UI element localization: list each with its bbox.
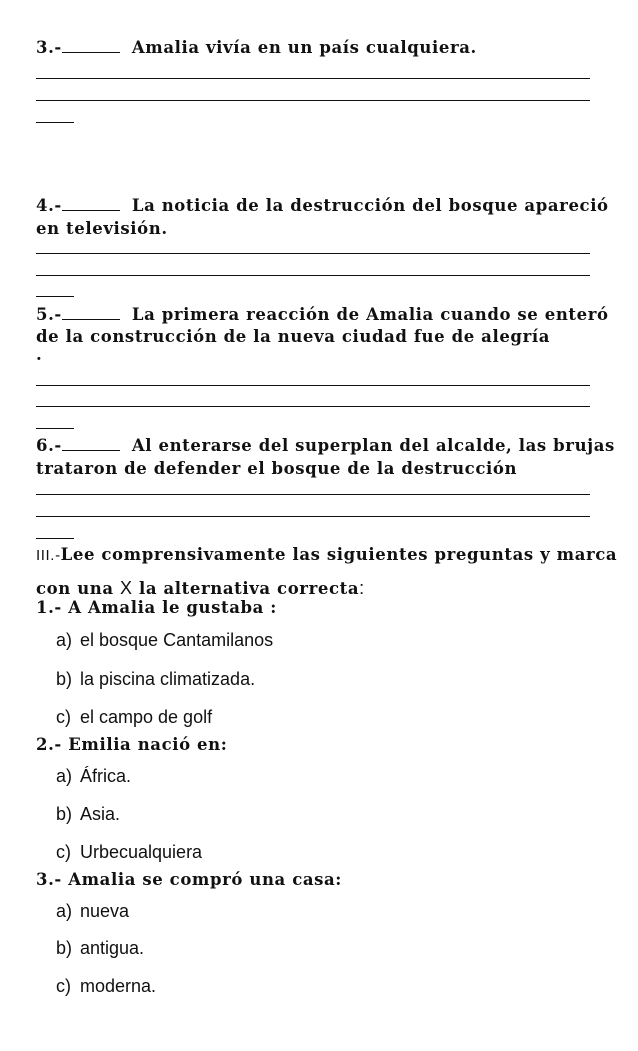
option-3c[interactable]: c) moderna. (56, 976, 157, 996)
writing-line-stub[interactable] (36, 428, 74, 429)
writing-line[interactable] (36, 100, 590, 101)
section-iii-instructions (36, 545, 617, 564)
statement-number: 6.- (36, 436, 62, 455)
statement-3 (36, 38, 477, 57)
instructions-line2: con una X la alternativa correcta: (36, 578, 365, 598)
writing-line[interactable] (36, 78, 590, 79)
question-2-title: 2.- Emilia nació en: (36, 735, 228, 754)
option-3b[interactable]: b) antigua. (56, 938, 145, 958)
question-3-title: 3.- Amalia se compró una casa: (36, 870, 343, 889)
writing-line[interactable] (36, 275, 590, 276)
option-2a[interactable]: a) África. (56, 766, 132, 786)
writing-line-stub[interactable] (36, 538, 74, 539)
answer-blank-6[interactable] (62, 436, 120, 451)
writing-line-stub[interactable] (36, 296, 74, 297)
answer-blank-3[interactable] (62, 38, 120, 53)
answer-blank-5[interactable] (62, 305, 120, 320)
option-1b[interactable]: b) la piscina climatizada. (56, 669, 256, 689)
statement-6 (36, 436, 615, 455)
statement-text: Amalia vivía en un país cualquiera. (131, 38, 477, 57)
writing-line-stub[interactable] (36, 122, 74, 123)
statement-text: Al enterarse del superplan del alcalde, las brujas (131, 436, 615, 455)
option-1c[interactable]: c) el campo de golf (56, 707, 213, 727)
statement-5 (36, 305, 609, 324)
roman-numeral: III.- (36, 547, 61, 564)
writing-line[interactable] (36, 516, 590, 517)
option-1a[interactable]: a) el bosque Cantamilanos (56, 630, 274, 650)
instructions-line1: Lee comprensivamente las siguientes preguntas y marca (60, 545, 618, 564)
writing-line[interactable] (36, 494, 590, 495)
answer-blank-4[interactable] (62, 196, 120, 211)
writing-line[interactable] (36, 253, 590, 254)
statement-text: La noticia de la destrucción del bosque apareció (131, 196, 609, 215)
statement-text-cont: . (36, 345, 43, 364)
writing-line[interactable] (36, 406, 590, 407)
statement-number: 5.- (36, 305, 62, 324)
writing-line[interactable] (36, 385, 590, 386)
option-3a[interactable]: a) nueva (56, 901, 130, 921)
statement-text-cont: en televisión. (36, 219, 168, 238)
statement-4 (36, 196, 609, 215)
statement-text: La primera reacción de Amalia cuando se enteró (131, 305, 609, 324)
statement-number: 3.- (36, 38, 62, 57)
statement-text-cont: trataron de defender el bosque de la destrucción (36, 459, 518, 478)
question-1-title: 1.- A Amalia le gustaba : (36, 598, 277, 617)
x-mark: X (120, 578, 133, 598)
option-2b[interactable]: b) Asia. (56, 804, 121, 824)
option-2c[interactable]: c) Urbecualquiera (56, 842, 203, 862)
statement-number: 4.- (36, 196, 62, 215)
statement-text-cont: de la construcción de la nueva ciudad fue de alegría (36, 327, 551, 346)
